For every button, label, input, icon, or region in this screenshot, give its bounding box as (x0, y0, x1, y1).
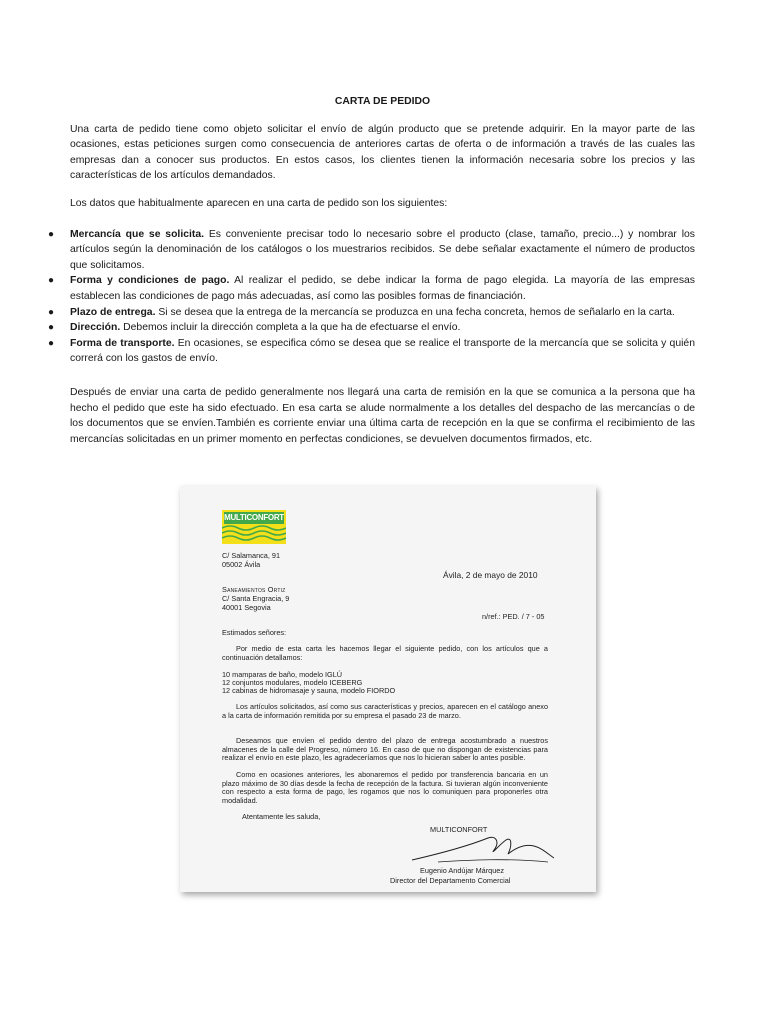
list-item (48, 227, 695, 274)
letter-paragraph-1: Por medio de esta carta les hacemos llegar el siguiente pedido, con los artículos que a continuación detallamos: (222, 644, 548, 662)
logo-waves-icon (222, 524, 286, 544)
reference-number: n/ref.: PED. / 7 - 05 (482, 612, 545, 621)
list-item (48, 305, 695, 321)
list-item (48, 273, 695, 304)
handwritten-signature-icon (408, 832, 558, 866)
letter-paragraph-3: Deseamos que envíen el pedido dentro del plazo de entrega acostumbrado a nuestros almacenes de la calle del Progreso, número 16. En caso de que no dispongan de existencias para realizar el envío en este plazo, les agradeceríamos que nos lo hicieran saber lo antes posible. (222, 736, 548, 763)
list-item-text: Debemos incluir la dirección completa a la que ha de efectuarse el envío. (120, 322, 461, 334)
signing-company: MULTICONFORT (430, 825, 488, 834)
list-item-term: Dirección. (70, 322, 121, 334)
order-item: 12 cabinas de hidromasaje y sauna, modelo FIORDO (222, 686, 396, 695)
signer-title: Director del Departamento Comercial (390, 876, 511, 885)
list-item-text: Si se desea que la entrega de la mercancía se produzca en una fecha concreta, hemos de señalarlo en la carta. (155, 306, 675, 318)
signer-name: Eugenio Andújar Márquez (420, 866, 504, 875)
order-item: 12 conjuntos modulares, modelo ICEBERG (222, 678, 363, 687)
letter-paragraph-2: Los artículos solicitados, así como sus características y precios, aparecen en el catálogo anexo a la carta de información remitida por su empresa el pasado 23 de marzo. (222, 702, 548, 720)
list-intro: Los datos que habitualmente aparecen en una carta de pedido son los siguientes: (70, 197, 448, 209)
intro-paragraph: Una carta de pedido tiene como objeto solicitar el envío de algún producto que se pretende adquirir. En la mayor parte de las ocasiones, estas peticiones surgen como consecuencia de anteriores cartas de oferta o de información a través de las cuales las empresas dan a conocer sus productos. En estos casos, los clientes tienen la información necesaria sobre los precios y las características de los artículos demandados. (70, 123, 695, 182)
bullet-icon: ● (48, 337, 55, 349)
sender-address-1: C/ Salamanca, 91 (222, 551, 281, 560)
order-item: 10 mamparas de baño, modelo IGLÚ (222, 670, 343, 679)
closing-paragraph: Después de enviar una carta de pedido generalmente nos llegará una carta de remisión en la que se comunica a la persona que ha hecho el pedido que este ha sido efectuado. En esa carta se alude normalmente a los detalles del despacho de las mercancías o de los documentos que se envíen.También es corriente enviar una última carta de recepción en la que se confirma el recibimiento de las mercancías solicitadas en un primer momento en perfectas condiciones, se devuelven documentos firmados, etc. (70, 386, 695, 445)
list-item-term: Mercancía que se solicita. (70, 228, 204, 240)
bullet-icon: ● (48, 275, 55, 287)
document-title: CARTA DE PEDIDO (334, 96, 431, 107)
list-item-text: Es conveniente precisar todo lo necesario sobre el producto (clase, tamaño, precio...) y nombrar los artículos según la denominación de los catálogos o los muestrarios recibidos. Se debe señalar exactamente el número de productos que solicitamos. (70, 228, 695, 271)
bullet-icon: ● (48, 322, 55, 334)
company-logo (222, 510, 286, 544)
sender-address-2: 05002 Ávila (222, 560, 261, 569)
list-item-term: Plazo de entrega. (70, 306, 156, 318)
list-item-term: Forma de transporte. (70, 337, 175, 349)
list-item (48, 320, 695, 336)
recipient-name: Saneamientos Ortiz (222, 585, 286, 594)
recipient-address-2: 40001 Segovia (222, 603, 271, 612)
salutation: Estimados señores: (222, 628, 287, 637)
letter-paragraph-4: Como en ocasiones anteriores, les abonaremos el pedido por transferencia bancaria en un plazo máximo de 30 días desde la fecha de recepción de la factura. Si tuvieran algún inconveniente con respecto a esta forma de pago, les rogamos que nos lo comuniquen para proponerles otra modalidad. (222, 770, 548, 805)
bullet-icon: ● (48, 228, 55, 240)
recipient-address-1: C/ Santa Engracia, 9 (222, 594, 290, 603)
bullet-icon: ● (48, 306, 55, 318)
letter-date: Ávila, 2 de mayo de 2010 (443, 570, 538, 580)
list-item (48, 336, 695, 367)
list-item-text: Al realizar el pedido, se debe indicar la forma de pago elegida. La mayoría de las empresas establecen las condiciones de pago más adecuadas, así como las posibles formas de financiación. (70, 275, 695, 302)
data-list (48, 227, 695, 367)
sample-letter (180, 486, 596, 892)
list-item-text: En ocasiones, se especifica cómo se desea que se realice el transporte de la mercancía que se solicita y quién correrá con los gastos de envío. (70, 337, 695, 365)
document-body (48, 94, 695, 459)
list-item-term: Forma y condiciones de pago. (70, 275, 230, 287)
letter-image (180, 486, 596, 892)
letter-closing: Atentamente les saluda, (242, 812, 321, 821)
logo-text: MULTICONFORT (224, 513, 284, 522)
